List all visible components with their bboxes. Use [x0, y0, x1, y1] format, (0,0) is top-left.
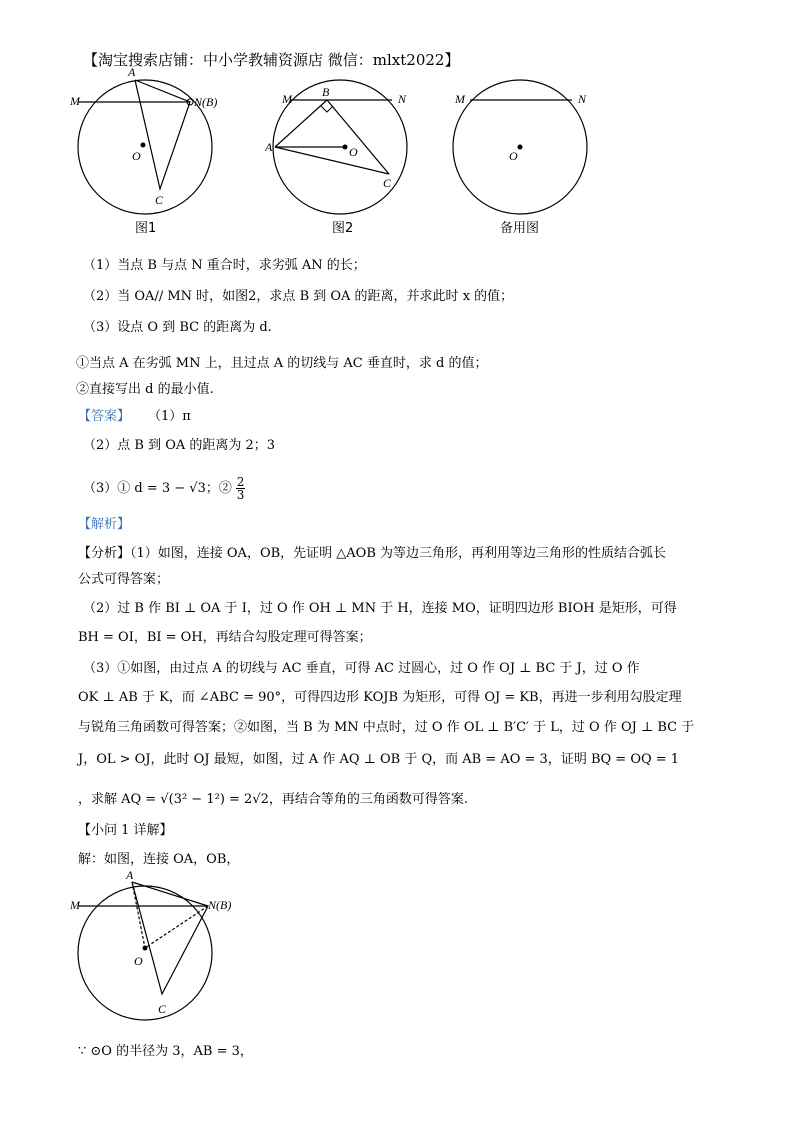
analysis-p2b: BH = OI，BI = OH，再结合勾股定理可得答案；	[78, 630, 372, 645]
label-C: C	[383, 176, 392, 190]
figure-1	[70, 62, 230, 242]
analysis-p1b: 公式可得答案；	[78, 572, 170, 587]
label-O: O	[134, 954, 143, 968]
label-NB: N(B)	[208, 898, 232, 912]
answer-3	[83, 476, 245, 501]
caption-fig1: 图1	[135, 221, 157, 236]
label-M: M	[455, 92, 465, 106]
analysis-p3e: ，求解 AQ = √(3² − 1²) = 2√2，再结合等角的三角函数可得答案.	[78, 792, 469, 807]
analysis-p3: （3）①如图，由过点 A 的切线与 AC 垂直，可得 AC 过圆心，过 O 作 OJ ⊥ BC 于 J，过 O 作	[83, 661, 640, 676]
label-M: M	[70, 898, 80, 912]
label-A: A	[128, 65, 136, 79]
label-C: C	[158, 1002, 167, 1016]
answer-2: （2）点 B 到 OA 的距离为 2；3	[83, 438, 276, 453]
analysis-p3c: 与锐角三角函数可得答案；②如图，当 B 为 MN 中点时，过 O 作 OL ⊥ B′C′ 于 L，过 O 作 OJ ⊥ BC 于	[78, 720, 695, 735]
label-O: O	[132, 149, 141, 163]
answer-tag: 【答案】	[78, 409, 131, 424]
fraction-numerator: 2	[236, 475, 245, 489]
analysis-p2: （2）过 B 作 BI ⊥ OA 于 I，过 O 作 OH ⊥ MN 于 H，连接 MO，证明四边形 BIOH 是矩形，可得	[83, 601, 677, 616]
answer-1: （1）π	[148, 409, 191, 424]
figure-2	[265, 62, 425, 242]
figure-3	[445, 62, 605, 242]
label-M: M	[70, 94, 80, 108]
fraction-denominator: 3	[236, 488, 245, 502]
detail-line-1: 解：如图，连接 OA，OB，	[78, 852, 240, 867]
answer-3-text: （3）① d = 3 − √3；②	[83, 481, 232, 496]
label-O: O	[509, 149, 518, 163]
analysis-p3b: OK ⊥ AB 于 K，而 ∠ABC = 90°，可得四边形 KOJB 为矩形，可得 OJ = KB，再进一步利用勾股定理	[78, 690, 682, 705]
question-3: （3）设点 O 到 BC 的距离为 d.	[83, 320, 272, 335]
caption-fig3: 备用图	[500, 221, 540, 236]
label-N: N	[578, 92, 587, 106]
label-A: A	[126, 868, 134, 882]
question-1: （1）当点 B 与点 N 重合时，求劣弧 AN 的长；	[83, 258, 366, 273]
figure-4	[70, 868, 240, 1028]
question-3b: ②直接写出 d 的最小值.	[76, 382, 214, 397]
question-3a: ①当点 A 在劣弧 MN 上，且过点 A 的切线与 AC 垂直时，求 d 的值；	[76, 356, 488, 371]
answer-3-fraction	[236, 476, 245, 501]
label-N: N	[398, 92, 407, 106]
label-C: C	[155, 193, 164, 207]
analysis-p3d: J，OL > OJ，此时 OJ 最短，如图，过 A 作 AQ ⊥ OB 于 Q，而 AB = AO = 3，证明 BQ = OQ = 1	[78, 752, 680, 767]
analysis-tag: 【解析】	[78, 517, 131, 532]
label-B: B	[322, 85, 330, 99]
detail-line-2: ∵ ⊙O 的半径为 3，AB = 3，	[78, 1044, 253, 1059]
question-2: （2）当 OA// MN 时，如图2，求点 B 到 OA 的距离，并求此时 x 的值；	[83, 289, 514, 304]
label-A: A	[265, 140, 273, 154]
header-banner: 【淘宝搜索店铺：中小学教辅资源店 微信：mlxt2022】	[83, 51, 460, 69]
label-O: O	[349, 145, 358, 159]
caption-fig2: 图2	[332, 221, 354, 236]
label-M: M	[282, 92, 292, 106]
analysis-p1: 【分析】（1）如图，连接 OA，OB，先证明 △AOB 为等边三角形，再利用等边三角形的性质结合弧长	[78, 546, 667, 561]
detail-tag: 【小问 1 详解】	[78, 823, 173, 838]
label-NB: N(B)	[194, 95, 218, 109]
